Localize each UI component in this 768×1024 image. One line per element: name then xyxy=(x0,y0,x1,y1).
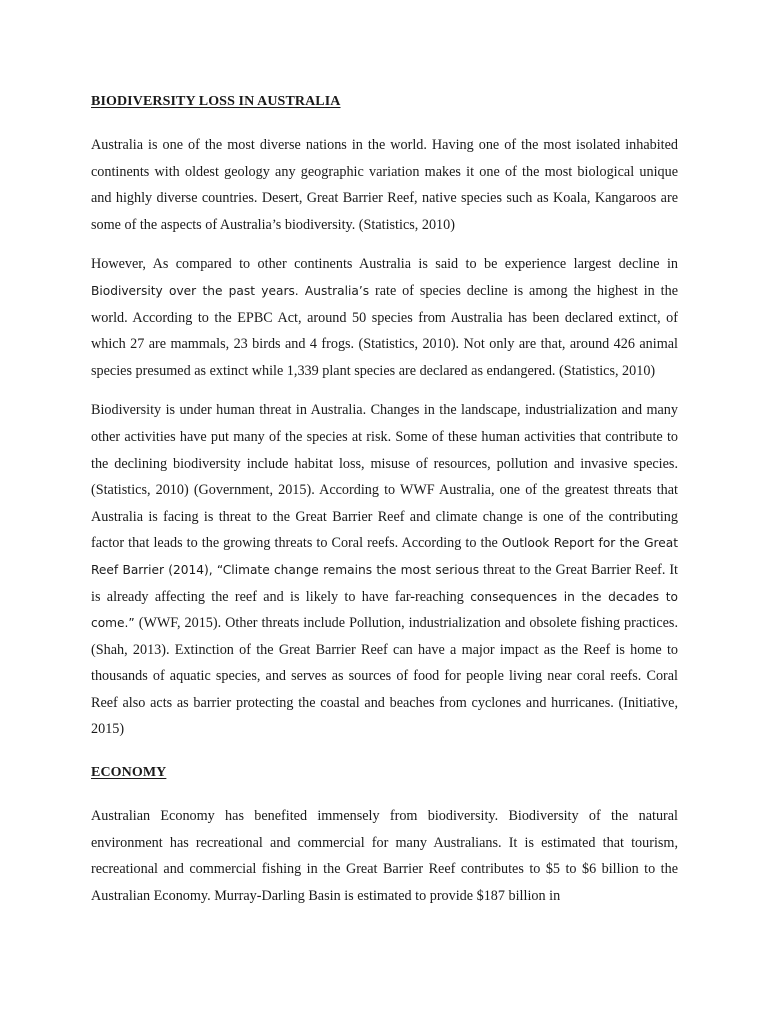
paragraph-economy: Australian Economy has benefited immensely from biodiversity. Biodiversity of the natural environment has recreational and commercial for many Australians. It is estimated that tourism, recreational and commercial fishing in the Great Barrier Reef contributes to $5 to $6 billion to the Australian Economy. Murray-Darling Basin is estimated to provide $187 billion in xyxy=(91,808,678,904)
paragraph-species-decline xyxy=(91,251,678,384)
paragraph-human-threat-quote-start: Outlook Report for the Great Reef Barrier (2014), “Climate change remains the most serious xyxy=(91,536,679,577)
paragraph-species-decline-part-c: rate of species decline is among the highest in the world. According to the EPBC Act, around 50 species from Australia has been declared extinct, of which 27 are mammals, 23 birds and 4 frogs. (Statistics, 2010). Not only are that, around 426 animal species presumed as extinct while 1,339 plant species are declared as endangered. (Statistics, 2010) xyxy=(91,282,678,379)
paragraph-human-threat-part-a: Biodiversity is under human threat in Australia. Changes in the landscape, industrialization and many other activities have put many of the species at risk. Some of these human activities that contribute to the declining biodiversity include habitat loss, misuse of resources, pollution and invasive species. (Statistics, 2010) (Government, 2015). According to WWF Australia, one of the greatest threats that Australia is facing is threat to the Great Barrier Reef and climate change is one of the contributing factor that leads to the growing threats to Coral reefs. According to the xyxy=(91,402,678,552)
paragraph-human-threat-part-e: (WWF, 2015). Other threats include Pollution, industrialization and obsolete fishing practices. (Shah, 2013). Extinction of the Great Barrier Reef can have a major impact as the Reef is home to thousands of aquatic species, and serves as sources of food for people living near coral reefs. Coral Reef also acts as barrier protecting the coastal and beaches from cyclones and hurricanes. (Initiative, 2015) xyxy=(91,615,678,738)
paragraph-human-threat-quote-end: consequences in the decades to come.” xyxy=(91,589,679,631)
section-heading-economy: ECONOMY xyxy=(91,765,167,781)
paragraph-species-decline-part-b: Biodiversity over the past years. Australia’s xyxy=(91,283,370,298)
paragraph-species-decline-part-a: However, As compared to other continents Australia is said to be experience largest decline in xyxy=(91,256,678,273)
section-heading-biodiversity-loss: BIODIVERSITY LOSS IN AUSTRALIA xyxy=(91,94,341,109)
paragraph-australia-diversity: Australia is one of the most diverse nations in the world. Having one of the most isolated inhabited continents with oldest geology any geographic variation makes it one of the most biological unique and highly diverse countries. Desert, Great Barrier Reef, native species such as Koala, Kangaroos are some of the aspects of Australia’s biodiversity. (Statistics, 2010) xyxy=(91,137,678,233)
paragraph-human-threat xyxy=(91,397,678,743)
document-page xyxy=(91,92,678,922)
paragraph-human-threat-part-c: threat to the Great Barrier Reef. It is already affecting the reef and is likely to have far-reaching xyxy=(91,561,678,605)
